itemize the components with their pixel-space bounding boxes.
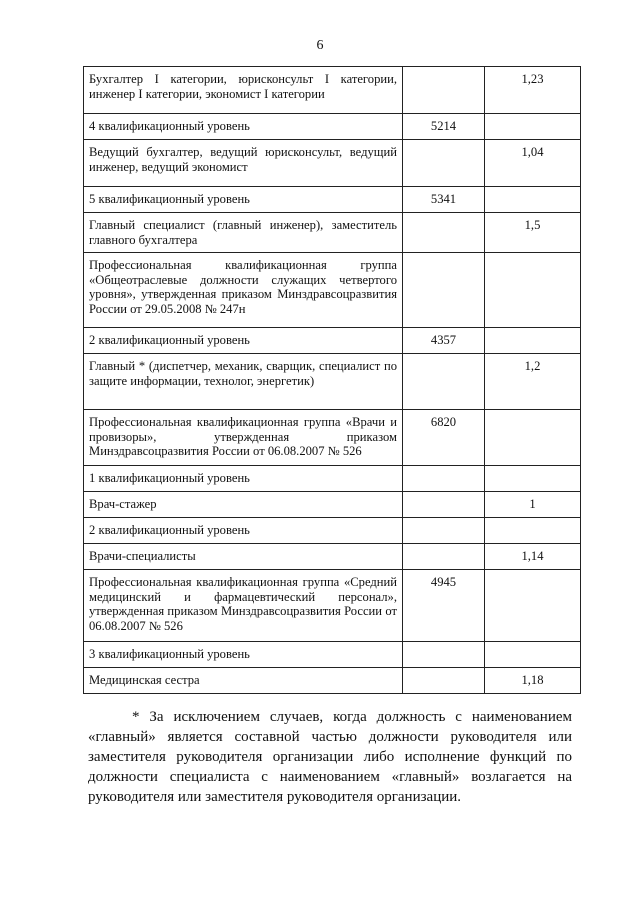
table-row xyxy=(84,410,581,466)
position-name-cell: Врачи-специалисты xyxy=(84,544,403,570)
salary-cell xyxy=(403,140,485,187)
position-name-cell: 2 квалификационный уровень xyxy=(84,518,403,544)
table-row xyxy=(84,642,581,668)
position-name-cell: Профессиональная квалификационная группа «Общеотраслевые должности служащих четвертого уровня», утвержденная приказом Минздравсоцразвития России от 29.05.2008 № 247н xyxy=(84,253,403,328)
table-row xyxy=(84,668,581,694)
position-name-cell: Главный специалист (главный инженер), заместитель главного бухгалтера xyxy=(84,213,403,253)
table-row xyxy=(84,67,581,114)
coefficient-cell: 1 xyxy=(485,492,581,518)
table-row xyxy=(84,544,581,570)
table-row xyxy=(84,354,581,410)
salary-cell xyxy=(403,544,485,570)
table-row xyxy=(84,213,581,253)
position-name-cell: Профессиональная квалификационная группа «Средний медицинский и фармацевтический персонал», утвержденная приказом Минздравсоцразвития России от 06.08.2007 № 526 xyxy=(84,570,403,642)
coefficient-cell: 1,5 xyxy=(485,213,581,253)
table-row xyxy=(84,466,581,492)
position-name-cell: 1 квалификационный уровень xyxy=(84,466,403,492)
coefficient-cell xyxy=(485,570,581,642)
table-row xyxy=(84,328,581,354)
coefficient-cell: 1,14 xyxy=(485,544,581,570)
salary-cell xyxy=(403,668,485,694)
qualification-table xyxy=(83,66,581,694)
position-name-cell: Медицинская сестра xyxy=(84,668,403,694)
table-row xyxy=(84,253,581,328)
salary-cell: 5341 xyxy=(403,187,485,213)
salary-cell xyxy=(403,354,485,410)
table-row xyxy=(84,140,581,187)
coefficient-cell xyxy=(485,187,581,213)
position-name-cell: 2 квалификационный уровень xyxy=(84,328,403,354)
position-name-cell: Бухгалтер I категории, юрисконсульт I категории, инженер I категории, экономист I категории xyxy=(84,67,403,114)
footnote: * За исключением случаев, когда должность с наименованием «главный» является составной частью должности руководителя или заместителя руководителя организации либо исполнение функций по должности специалиста с наименованием «главный» возлагается на руководителя или заместителя руководителя организации. xyxy=(88,709,572,805)
table-row xyxy=(84,187,581,213)
table-row xyxy=(84,114,581,140)
coefficient-cell xyxy=(485,518,581,544)
page-number: 6 xyxy=(316,38,324,53)
coefficient-cell: 1,23 xyxy=(485,67,581,114)
salary-cell xyxy=(403,253,485,328)
salary-cell: 4357 xyxy=(403,328,485,354)
salary-cell xyxy=(403,213,485,253)
salary-cell: 5214 xyxy=(403,114,485,140)
salary-cell xyxy=(403,492,485,518)
coefficient-cell xyxy=(485,328,581,354)
salary-cell xyxy=(403,466,485,492)
salary-cell: 4945 xyxy=(403,570,485,642)
coefficient-cell xyxy=(485,253,581,328)
salary-cell xyxy=(403,642,485,668)
coefficient-cell xyxy=(485,114,581,140)
coefficient-cell: 1,04 xyxy=(485,140,581,187)
salary-cell xyxy=(403,518,485,544)
position-name-cell: Профессиональная квалификационная группа «Врачи и провизоры», утвержденная приказом Минздравсоцразвития России от 06.08.2007 № 526 xyxy=(84,410,403,466)
position-name-cell: 4 квалификационный уровень xyxy=(84,114,403,140)
table-row xyxy=(84,492,581,518)
salary-cell xyxy=(403,67,485,114)
position-name-cell: 5 квалификационный уровень xyxy=(84,187,403,213)
position-name-cell: Врач-стажер xyxy=(84,492,403,518)
coefficient-cell xyxy=(485,466,581,492)
coefficient-cell xyxy=(485,642,581,668)
position-name-cell: 3 квалификационный уровень xyxy=(84,642,403,668)
coefficient-cell: 1,2 xyxy=(485,354,581,410)
table-row xyxy=(84,518,581,544)
coefficient-cell xyxy=(485,410,581,466)
position-name-cell: Ведущий бухгалтер, ведущий юрисконсульт, ведущий инженер, ведущий экономист xyxy=(84,140,403,187)
coefficient-cell: 1,18 xyxy=(485,668,581,694)
position-name-cell: Главный * (диспетчер, механик, сварщик, специалист по защите информации, технолог, энергетик) xyxy=(84,354,403,410)
table-row xyxy=(84,570,581,642)
salary-cell: 6820 xyxy=(403,410,485,466)
